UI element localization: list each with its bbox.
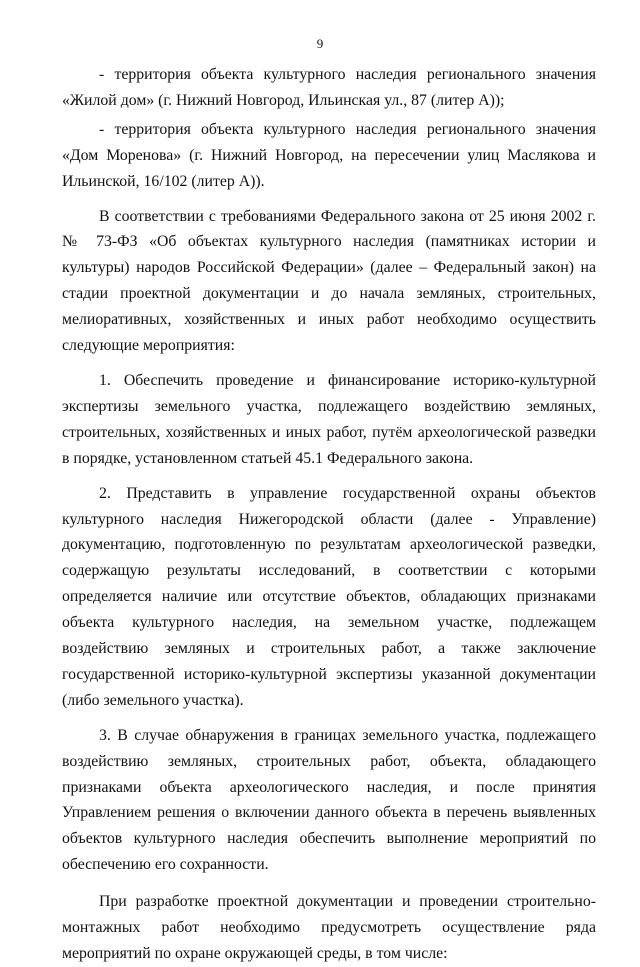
paragraph-item-2: 2. Представить в управление государственной охраны объектов культурного наследия Нижегородской области (далее - Управление) документацию, подготовленную по результатам археологической разведки, содержащую результаты исследований, в соответствии с которыми определяется наличие или отсутствие объектов, обладающих признаками объекта культурного наследия, на земельном участке, подлежащем воздействию земляных и строительных работ, а также заключение государственной историко-культурной экспертизы указанной документации (либо земельного участка). [62,484,596,709]
paragraph-item-1: 1. Обеспечить проведение и финансирование историко-культурной экспертизы земельного участка, подлежащего воздействию земляных, строительных, хозяйственных и иных работ, путём археологической разведки в порядке, установленном статьей 45.1 Федерального закона. [62,371,596,467]
paragraph-item-3: 3. В случае обнаружения в границах земельного участка, подлежащего воздействию земляных, строительных работ, объекта, обладающего признаками объекта археологического наследия, и после принятия Управлением решения о включении данного объекта в перечень выявленных объектов культурного наследия обеспечить выполнение мероприятий по обеспечению его сохранности. [62,726,596,874]
document-body [62,62,596,967]
paragraph-territory-dom-morenova: - территория объекта культурного наследия регионального значения «Дом Моренова» (г. Нижний Новгород, на пересечении улиц Маслякова и Ильинской, 16/102 (литер А)). [62,120,596,190]
paragraph-environmental-protection: При разработке проектной документации и проведении строительно-монтажных работ необходимо предусмотреть осуществление ряда мероприятий по охране окружающей среды, в том числе: [62,893,596,962]
paragraph-federal-law-requirements: В соответствии с требованиями Федерального закона от 25 июня 2002 г. № 73-ФЗ «Об объектах культурного наследия (памятниках истории и культуры) народов Российской Федерации» (далее – Федеральный закон) на стадии проектной документации и до начала земляных, строительных, мелиоративных, хозяйственных и иных работ необходимо осуществить следующие мероприятия: [62,207,596,355]
page-number: 9 [316,36,324,51]
paragraph-territory-zhiloy-dom: - территория объекта культурного наследия регионального значения «Жилой дом» (г. Нижний Новгород, Ильинская ул., 87 (литер А)); [62,66,596,109]
